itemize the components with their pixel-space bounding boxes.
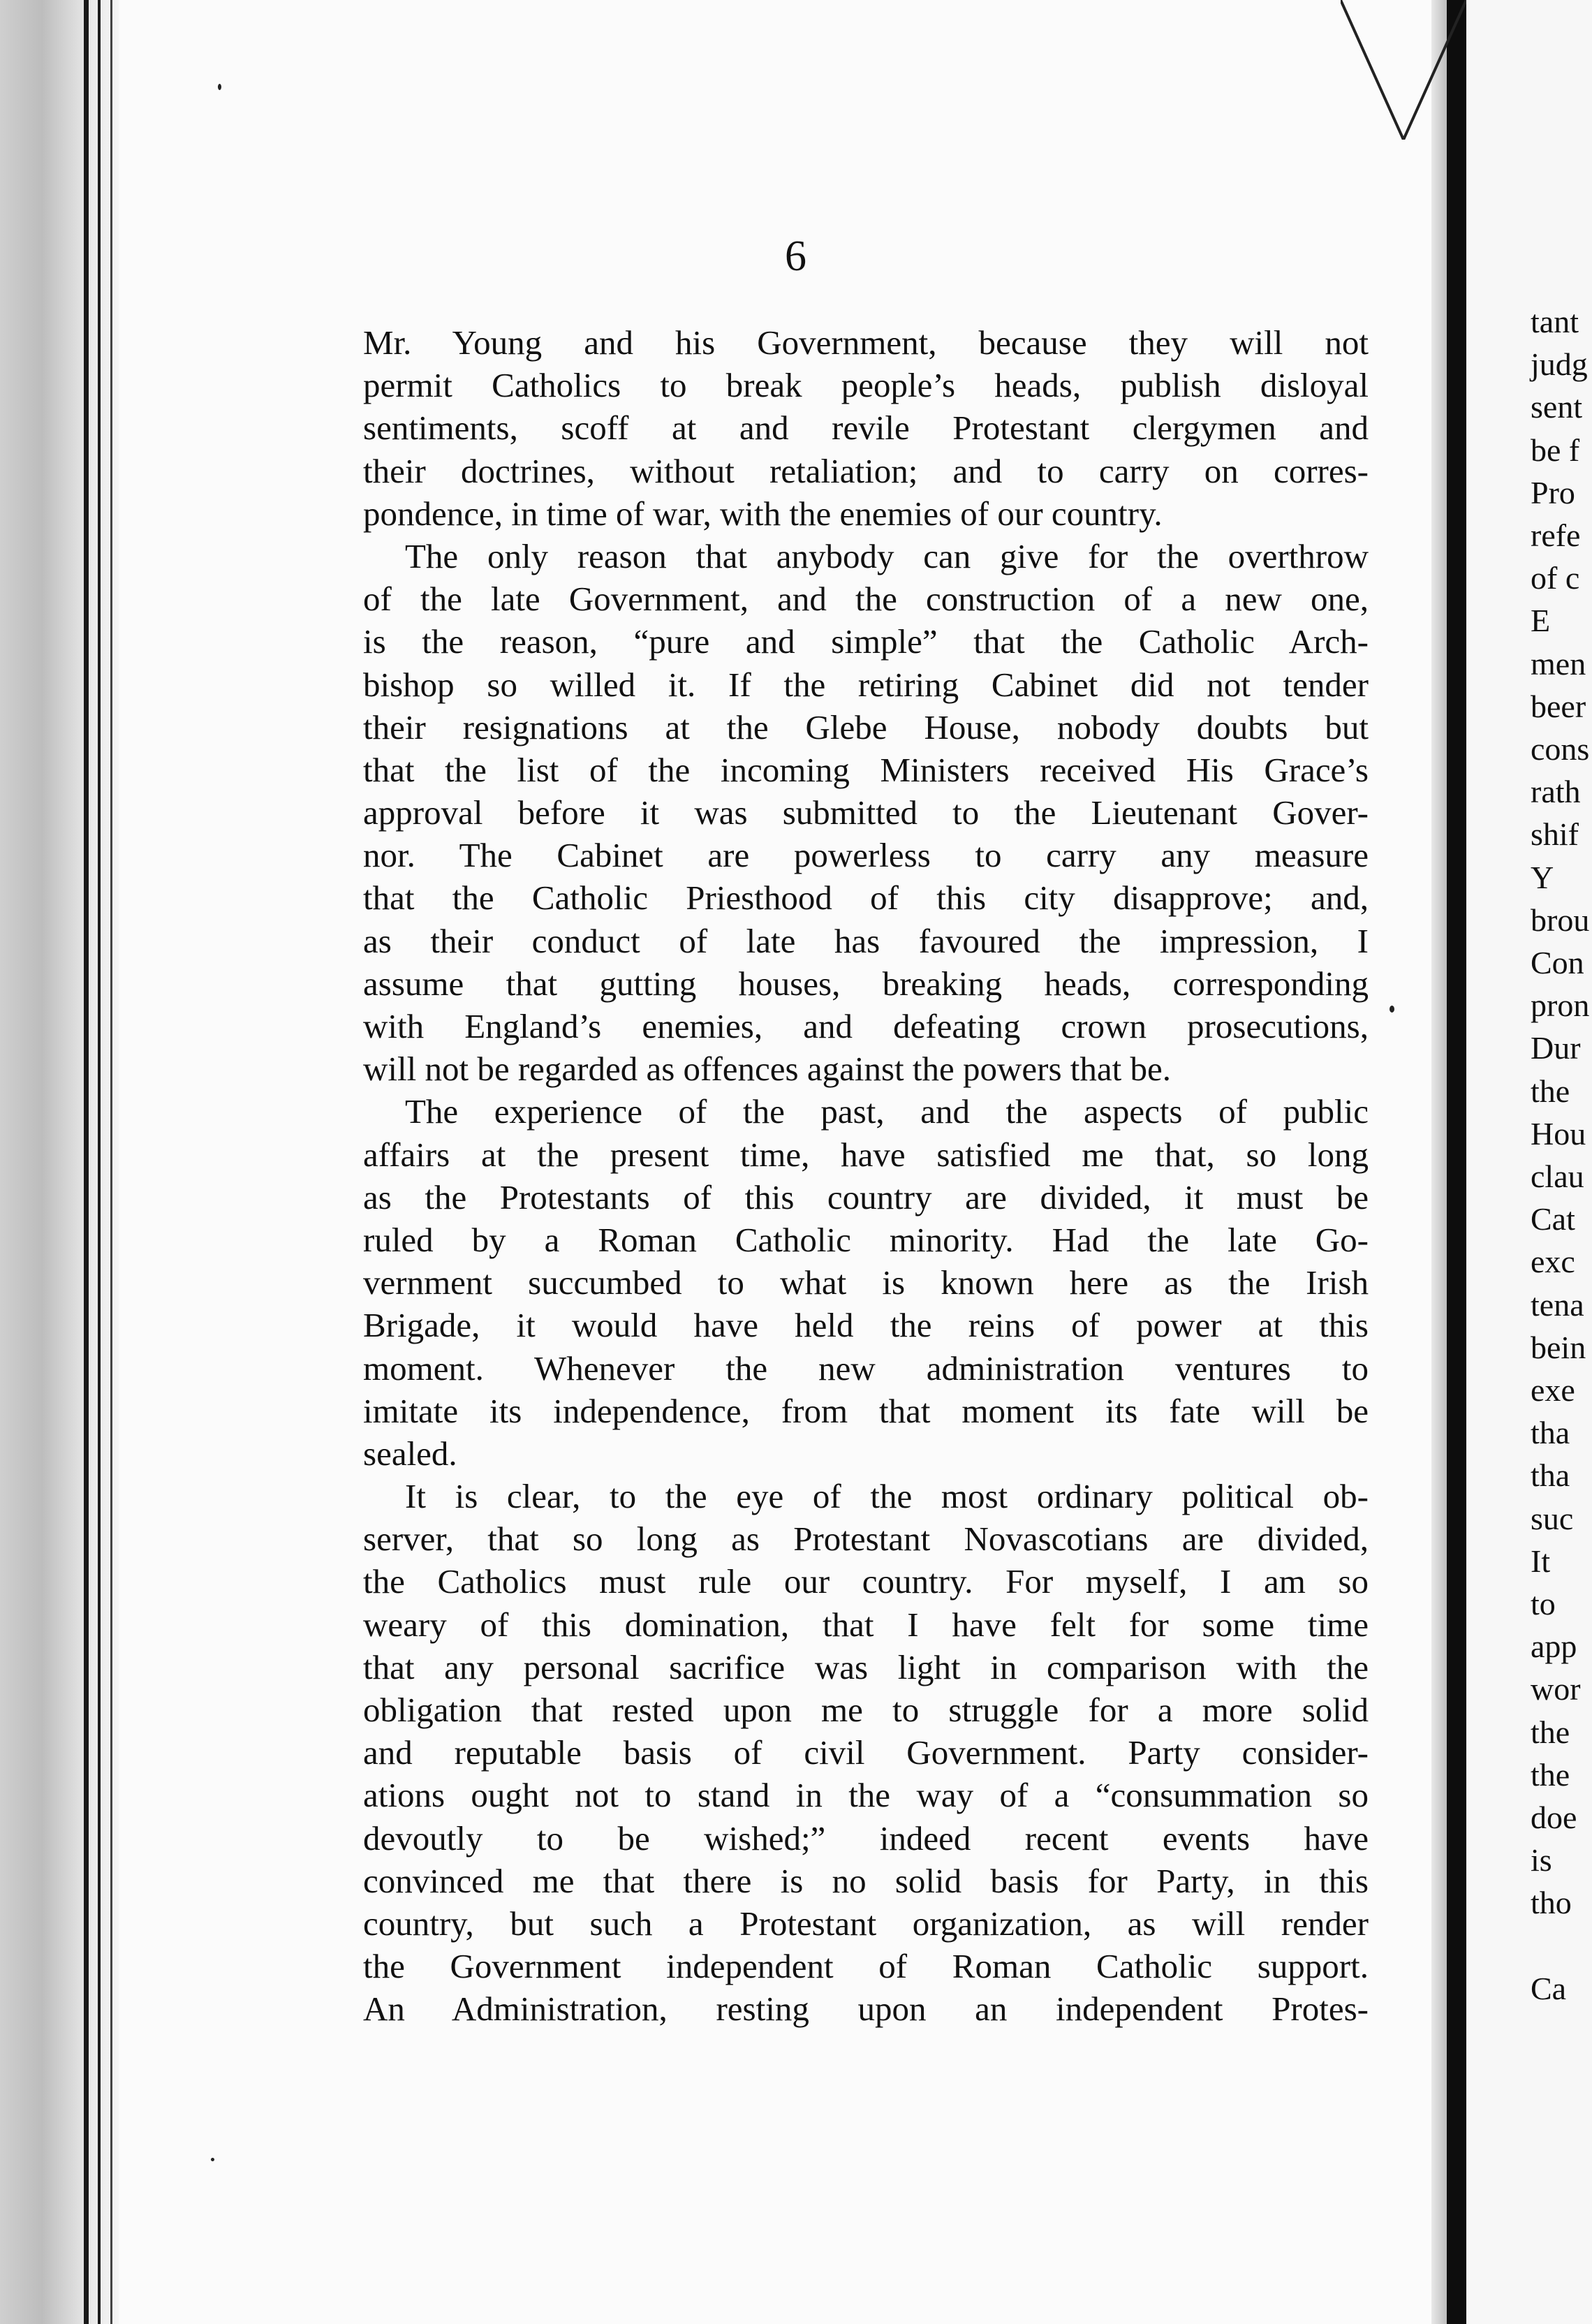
facing-page-fragment: tant: [1531, 304, 1579, 339]
text-line: as the Protestants of this country are divided, it must be: [363, 1177, 1369, 1216]
text-line: will not be regarded as offences against the powers that be.: [363, 1050, 1172, 1089]
facing-page-fragment: Hou: [1531, 1115, 1586, 1152]
text-line: It is clear, to the eye of the most ordinary political ob-: [405, 1477, 1369, 1516]
facing-page-fragment: the: [1531, 1073, 1570, 1109]
facing-page-fragment: be f: [1531, 432, 1580, 468]
text-line: convinced me that there is no solid basis for Party, in this: [363, 1861, 1369, 1900]
text-line: country, but such a Protestant organization, as will render: [363, 1904, 1369, 1943]
facing-page-fragment: tho: [1531, 1885, 1572, 1921]
text-line: that the Catholic Priesthood of this city disapprove; and,: [363, 878, 1369, 918]
facing-page-fragment: tena: [1531, 1286, 1584, 1323]
facing-page-fragment: Cat: [1531, 1201, 1575, 1237]
facing-page-fragment: the: [1531, 1756, 1570, 1793]
text-line: their resignations at the Glebe House, nobody doubts but: [363, 707, 1369, 747]
text-line: ations ought not to stand in the way of a “consummation so: [363, 1776, 1369, 1815]
page-edge-shadow: [1431, 0, 1447, 2324]
text-line: approval before it was submitted to the Lieutenant Gover-: [363, 793, 1369, 832]
facing-page-fragment: Ca: [1531, 1970, 1567, 2006]
facing-page-fragment: wor: [1531, 1671, 1581, 1707]
facing-page-fragment: tha: [1531, 1457, 1570, 1494]
text-line: nor. The Cabinet are powerless to carry any measure: [363, 836, 1369, 875]
facing-page-fragment: clau: [1531, 1159, 1584, 1194]
text-line: sealed.: [363, 1434, 457, 1473]
binding-line: [84, 0, 89, 2324]
facing-page-fragment: men: [1531, 645, 1586, 682]
facing-page-fragment: judg: [1531, 346, 1588, 383]
facing-page-fragment: cons: [1531, 731, 1590, 767]
text-line: The experience of the past, and the aspects of public: [405, 1092, 1369, 1131]
facing-page-fragment: to: [1531, 1586, 1556, 1621]
facing-page-fragment: exe: [1531, 1372, 1575, 1408]
paper-speck: [211, 2158, 214, 2161]
facing-page-fragment: brou: [1531, 902, 1590, 938]
paper-speck: [218, 84, 221, 90]
facing-page-fragment: Pro: [1531, 474, 1575, 510]
binding-gutter: [0, 0, 119, 2324]
facing-page-fragment: pron: [1531, 987, 1590, 1024]
facing-page-fragment: refe: [1531, 517, 1581, 553]
corner-fold-mark: [1341, 0, 1466, 140]
facing-page-fragment: is: [1531, 1842, 1552, 1878]
text-line: is the reason, “pure and simple” that the Catholic Arch-: [363, 622, 1369, 661]
text-line: with England’s enemies, and defeating crown prosecutions,: [363, 1007, 1369, 1045]
facing-page-fragment: of c: [1531, 560, 1580, 596]
text-line: as their conduct of late has favoured the impression, I: [363, 921, 1369, 960]
text-line: An Administration, resting upon an independent Protes-: [363, 1990, 1369, 2029]
text-line: sentiments, scoff at and revile Protestant clergymen and: [363, 409, 1369, 448]
text-line: the Government independent of Roman Catholic support.: [363, 1947, 1369, 1986]
text-line: obligation that rested upon me to struggle for a more solid: [363, 1691, 1369, 1729]
text-line: devoutly to be wished;” indeed recent events have: [363, 1818, 1369, 1858]
text-line: The only reason that anybody can give for the overthrow: [405, 536, 1369, 575]
text-line: and reputable basis of civil Government. Party consider-: [363, 1733, 1369, 1772]
facing-page-fragment: It: [1531, 1543, 1551, 1579]
facing-page-fragment: suc: [1531, 1500, 1574, 1536]
text-line: that any personal sacrifice was light in comparison with the: [363, 1647, 1369, 1686]
facing-page-fragment: tha: [1531, 1415, 1570, 1451]
binding-line: [110, 0, 112, 2324]
facing-page-fragment: bein: [1531, 1329, 1586, 1365]
facing-page-fragment: sent: [1531, 389, 1583, 425]
facing-page: [1466, 0, 1592, 2324]
facing-page-fragment: Y: [1531, 859, 1554, 895]
facing-page-fragment: Dur: [1531, 1030, 1581, 1066]
facing-page-fragment: rath: [1531, 774, 1581, 810]
text-line: imitate its independence, from that moment its fate will be: [363, 1391, 1369, 1430]
text-line: that the list of the incoming Ministers received His Grace’s: [363, 750, 1369, 789]
binding-line: [98, 0, 101, 2324]
text-line: ruled by a Roman Catholic minority. Had the late Go-: [363, 1220, 1369, 1259]
body-text: [363, 321, 1369, 2031]
facing-page-fragment: beer: [1531, 688, 1586, 724]
text-line: affairs at the present time, have satisfied me that, so long: [363, 1135, 1369, 1174]
text-line: of the late Government, and the construction of a new one,: [363, 580, 1369, 619]
text-line: server, that so long as Protestant Novascotians are divided,: [363, 1520, 1369, 1559]
facing-page-fragment: E: [1531, 603, 1551, 639]
facing-page-fragment: app: [1531, 1628, 1577, 1665]
text-line: permit Catholics to break people’s heads, publish disloyal: [363, 366, 1369, 405]
facing-page-fragment: the: [1531, 1714, 1570, 1750]
text-line: the Catholics must rule our country. For myself, I am so: [363, 1562, 1369, 1601]
text-line: moment. Whenever the new administration ventures to: [363, 1348, 1369, 1388]
text-line: vernment succumbed to what is known here as the Irish: [363, 1263, 1369, 1302]
text-line: assume that gutting houses, breaking heads, corresponding: [363, 964, 1369, 1003]
page-divider: [1447, 0, 1466, 2324]
text-line: weary of this domination, that I have felt for some time: [363, 1605, 1369, 1644]
text-line: Mr. Young and his Government, because they will not: [363, 323, 1369, 362]
text-line: pondence, in time of war, with the enemies of our country.: [363, 494, 1163, 533]
facing-page-fragment: exc: [1531, 1244, 1575, 1280]
facing-page-fragment: doe: [1531, 1800, 1577, 1835]
facing-page-fragment: shif: [1531, 816, 1579, 853]
text-line: their doctrines, without retaliation; and to carry on corres-: [363, 451, 1369, 490]
paper-speck: [1390, 1006, 1394, 1013]
page-number: 6: [785, 233, 807, 280]
text-line: bishop so willed it. If the retiring Cabinet did not tender: [363, 665, 1369, 704]
text-line: Brigade, it would have held the reins of power at this: [363, 1306, 1369, 1345]
facing-page-fragment: Con: [1531, 945, 1584, 980]
